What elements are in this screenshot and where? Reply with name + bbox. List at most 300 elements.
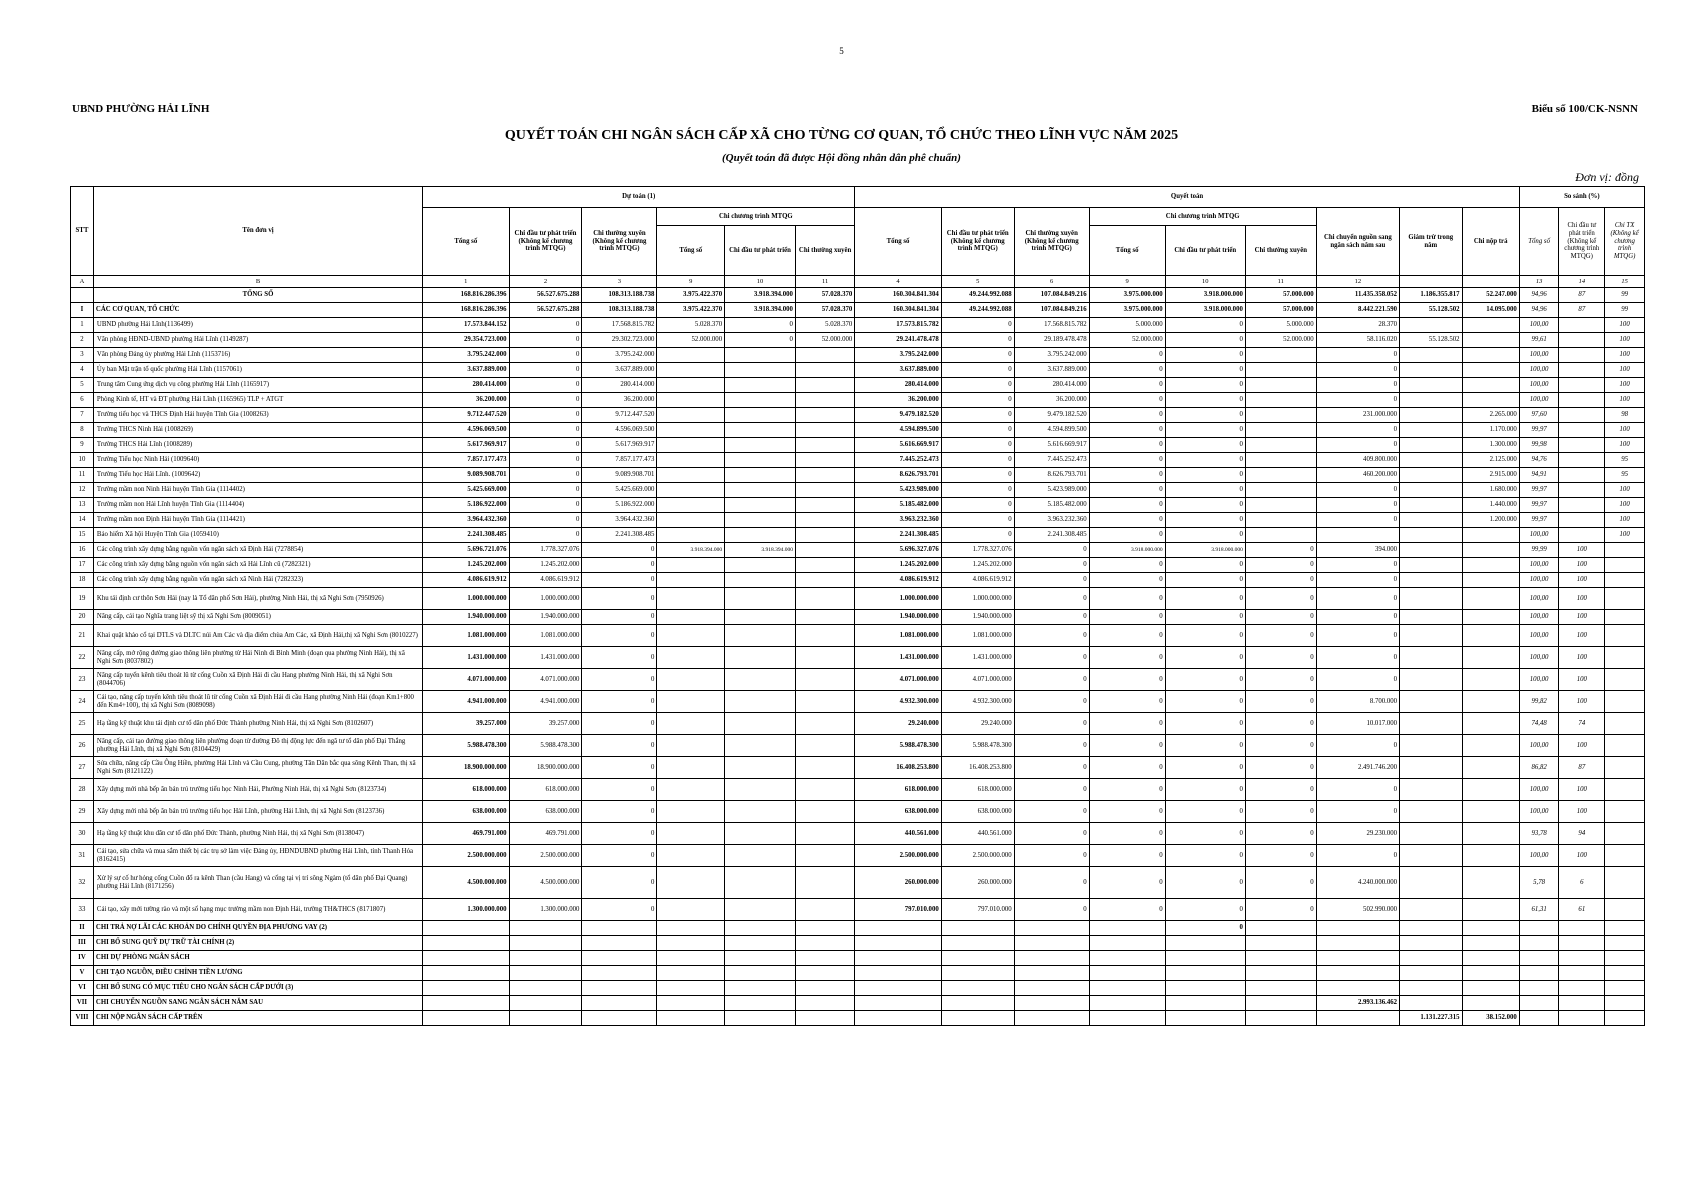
table-row [71, 669, 1645, 691]
cell-value: 0 [509, 333, 582, 348]
cell-unit-name: Trường THCS Ninh Hải (1008269) [93, 423, 422, 438]
cell-value: 3.918.000.000 [1165, 543, 1245, 558]
cell-value: 100,00 [1519, 779, 1559, 801]
cell-value [509, 921, 582, 936]
cell-value [1519, 951, 1559, 966]
cell-value: 1.778.327.076 [509, 543, 582, 558]
table-row [71, 393, 1645, 408]
cell-value [725, 408, 796, 423]
cell-value [941, 936, 1014, 951]
cell-value [423, 1011, 509, 1026]
cell-value [1519, 996, 1559, 1011]
cell-value: 0 [1014, 757, 1089, 779]
header-quyet-toan: Quyết toán [855, 187, 1520, 208]
cell-stt: 21 [71, 625, 94, 647]
cell-value: 5.696.327.076 [855, 543, 941, 558]
cell-value: 0 [1014, 647, 1089, 669]
cell-value: 3.918.000.000 [1165, 303, 1245, 318]
cell-value [855, 966, 941, 981]
cell-value: 61,31 [1519, 899, 1559, 921]
cell-value [1605, 981, 1645, 996]
cell-value [582, 1011, 657, 1026]
cell-value: 100,00 [1519, 735, 1559, 757]
cell-value: 100 [1605, 498, 1645, 513]
cell-value [1400, 625, 1462, 647]
cell-value [1462, 543, 1519, 558]
cell-value: 3.975.422.370 [657, 303, 725, 318]
cell-value: 0 [1245, 735, 1316, 757]
cell-value: 0 [582, 669, 657, 691]
header-qt-dtpt: Chi đầu tư phát triển (Không kể chương trình MTQG) [941, 208, 1014, 276]
cell-value [1462, 588, 1519, 610]
cell-value: 280.414.000 [1014, 378, 1089, 393]
cell-value: 8.626.793.701 [855, 468, 941, 483]
cell-value [1245, 966, 1316, 981]
cell-value: 0 [1165, 625, 1245, 647]
cell-value: 29.230.000 [1316, 823, 1399, 845]
table-row [71, 713, 1645, 735]
cell-value [725, 558, 796, 573]
cell-stt: 24 [71, 691, 94, 713]
cell-value: 0 [1316, 845, 1399, 867]
cell-value: 4.500.000.000 [423, 867, 509, 899]
cell-value: 0 [1089, 408, 1165, 423]
cell-value: 9.089.908.701 [423, 468, 509, 483]
cell-value [1462, 333, 1519, 348]
cell-stt: 9 [71, 438, 94, 453]
cell-value [1519, 1011, 1559, 1026]
cell-value [1462, 779, 1519, 801]
cell-stt: 27 [71, 757, 94, 779]
cell-value [582, 966, 657, 981]
table-row [71, 468, 1645, 483]
cell-value: 97,60 [1519, 408, 1559, 423]
cell-value: 0 [941, 483, 1014, 498]
cell-value: 3.918.000.000 [1089, 543, 1165, 558]
cell-value [795, 610, 854, 625]
cell-value [657, 438, 725, 453]
page-subtitle: (Quyết toán đã được Hội đồng nhân dân phê chuẩn) [722, 152, 961, 164]
cell-value: 0 [1165, 845, 1245, 867]
cell-value: 2.241.308.485 [855, 528, 941, 543]
cell-value: 99,97 [1519, 483, 1559, 498]
cell-value [1462, 669, 1519, 691]
cell-value [725, 669, 796, 691]
cell-stt: I [71, 303, 94, 318]
cell-value [657, 966, 725, 981]
cell-value: 52.000.000 [795, 333, 854, 348]
cell-value [1605, 625, 1645, 647]
cell-value [1014, 936, 1089, 951]
cell-value: 0 [509, 468, 582, 483]
table-row [71, 757, 1645, 779]
cell-value: 0 [1165, 669, 1245, 691]
cell-value [1559, 921, 1605, 936]
cell-value: 440.561.000 [941, 823, 1014, 845]
column-index-cell: 3 [582, 276, 657, 288]
cell-value: 49.244.992.088 [941, 303, 1014, 318]
cell-value: 100 [1605, 348, 1645, 363]
cell-value: 0 [1245, 610, 1316, 625]
header-dt-mtqg-tong: Tổng số [657, 226, 725, 276]
cell-value [423, 921, 509, 936]
column-index-cell: 2 [509, 276, 582, 288]
cell-value [1605, 899, 1645, 921]
cell-value [795, 513, 854, 528]
cell-value: 0 [1014, 669, 1089, 691]
cell-value: 1.431.000.000 [509, 647, 582, 669]
cell-value: 0 [1245, 867, 1316, 899]
cell-value [1165, 951, 1245, 966]
cell-stt: 20 [71, 610, 94, 625]
cell-value: 0 [1165, 610, 1245, 625]
cell-value [1245, 483, 1316, 498]
cell-value: 0 [1316, 483, 1399, 498]
cell-value [1089, 951, 1165, 966]
cell-value [795, 588, 854, 610]
cell-unit-name: CÁC CƠ QUAN, TỔ CHỨC [93, 303, 422, 318]
cell-value [1605, 543, 1645, 558]
column-index-cell: 11 [795, 276, 854, 288]
cell-value: 0 [1165, 573, 1245, 588]
cell-stt: 30 [71, 823, 94, 845]
cell-value [1316, 951, 1399, 966]
cell-value [1605, 691, 1645, 713]
cell-value: 618.000.000 [423, 779, 509, 801]
cell-value: 1.081.000.000 [855, 625, 941, 647]
cell-value [725, 713, 796, 735]
cell-value: 0 [1165, 867, 1245, 899]
cell-unit-name: Các công trình xây dựng bằng nguồn vốn ngân sách xã Định Hải (7278854) [93, 543, 422, 558]
cell-value [725, 513, 796, 528]
cell-value: 5.425.669.000 [582, 483, 657, 498]
cell-value: 0 [509, 528, 582, 543]
cell-value [795, 453, 854, 468]
cell-value [1559, 468, 1605, 483]
cell-unit-name: UBND phường Hải Lĩnh(1136499) [93, 318, 422, 333]
cell-value [1245, 996, 1316, 1011]
cell-value [509, 966, 582, 981]
cell-value: 1.440.000 [1462, 498, 1519, 513]
cell-value: 55.128.502 [1400, 303, 1462, 318]
cell-value: 52.000.000 [657, 333, 725, 348]
cell-value [1519, 936, 1559, 951]
cell-value [1605, 951, 1645, 966]
cell-value [1400, 348, 1462, 363]
cell-value [725, 981, 796, 996]
cell-value [1462, 378, 1519, 393]
cell-value [795, 647, 854, 669]
cell-stt: 22 [71, 647, 94, 669]
cell-value [657, 899, 725, 921]
cell-value: 638.000.000 [423, 801, 509, 823]
column-index-cell: 14 [1559, 276, 1605, 288]
cell-value [1400, 363, 1462, 378]
cell-value [1605, 735, 1645, 757]
table-row [71, 423, 1645, 438]
cell-value [725, 801, 796, 823]
cell-value [423, 951, 509, 966]
cell-unit-name: Bảo hiểm Xã hội Huyện Tĩnh Gia (1059410) [93, 528, 422, 543]
table-row [71, 528, 1645, 543]
cell-value: 0 [1089, 423, 1165, 438]
cell-value: 0 [941, 498, 1014, 513]
cell-value [1559, 348, 1605, 363]
header-qt-mtqg-dtpt: Chi đầu tư phát triển [1165, 226, 1245, 276]
table-row [71, 378, 1645, 393]
cell-value: 0 [941, 528, 1014, 543]
cell-stt: 12 [71, 483, 94, 498]
cell-value [1559, 996, 1605, 1011]
cell-value [1400, 951, 1462, 966]
cell-value [657, 423, 725, 438]
column-index-cell [1400, 276, 1462, 288]
cell-value: 100,00 [1519, 669, 1559, 691]
cell-value: 0 [582, 735, 657, 757]
cell-value: 100,00 [1519, 845, 1559, 867]
cell-value [423, 996, 509, 1011]
cell-value: 2.500.000.000 [509, 845, 582, 867]
cell-value: 0 [1165, 779, 1245, 801]
cell-unit-name: Nâng cấp, mở rộng đường giao thông liên phường từ Hải Ninh đi Bình Minh (đoạn qua phường Ninh Hải), thị xã Nghi Sơn (8037802) [93, 647, 422, 669]
cell-value [1605, 1011, 1645, 1026]
cell-stt: IV [71, 951, 94, 966]
cell-stt: 2 [71, 333, 94, 348]
currency-unit: Đơn vị: đồng [1575, 170, 1639, 184]
cell-value [795, 363, 854, 378]
cell-value: 0 [941, 393, 1014, 408]
cell-value [1089, 921, 1165, 936]
cell-value [725, 647, 796, 669]
cell-value: 0 [1165, 393, 1245, 408]
table-row [71, 303, 1645, 318]
cell-value: 0 [1089, 735, 1165, 757]
cell-value [1559, 423, 1605, 438]
cell-value: 17.573.844.152 [423, 318, 509, 333]
header-qt-mtqg-tong: Tổng số [1089, 226, 1165, 276]
cell-unit-name: CHI TRẢ NỢ LÃI CÁC KHOẢN DO CHÍNH QUYỀN ĐỊA PHƯƠNG VAY (2) [93, 921, 422, 936]
cell-unit-name: Xây dựng mới nhà bếp ăn bán trú trường tiểu học Hải Lĩnh, phường Hải Lĩnh, thị xã Nghi Sơn (8123736) [93, 801, 422, 823]
cell-unit-name: Trường Tiểu học Hải Lĩnh. (1009642) [93, 468, 422, 483]
cell-value [725, 588, 796, 610]
cell-value [795, 713, 854, 735]
header-dt-tx: Chi thường xuyên (Không kể chương trình MTQG) [582, 208, 657, 276]
cell-value: 0 [941, 333, 1014, 348]
cell-value [1605, 713, 1645, 735]
cell-value: 7.445.252.473 [855, 453, 941, 468]
cell-value: 100 [1559, 845, 1605, 867]
cell-value [1559, 318, 1605, 333]
cell-value: 1.300.000.000 [509, 899, 582, 921]
cell-value [657, 483, 725, 498]
table-row [71, 543, 1645, 558]
cell-value: 0 [1165, 735, 1245, 757]
cell-value: 0 [582, 691, 657, 713]
cell-value [1245, 363, 1316, 378]
cell-value [657, 669, 725, 691]
cell-value [1462, 966, 1519, 981]
header-unit-name: Tên đơn vị [93, 187, 422, 276]
cell-unit-name: CHI BỔ SUNG CÓ MỤC TIÊU CHO NGÂN SÁCH CẤP DƯỚI (3) [93, 981, 422, 996]
cell-value [657, 936, 725, 951]
cell-stt: 4 [71, 363, 94, 378]
cell-value: 0 [509, 513, 582, 528]
cell-value: 100 [1559, 647, 1605, 669]
header-dt-mtqg-tx: Chi thường xuyên [795, 226, 854, 276]
cell-value: 0 [582, 757, 657, 779]
cell-stt: 11 [71, 468, 94, 483]
cell-value: 1.000.000.000 [941, 588, 1014, 610]
cell-value: 3.975.000.000 [1089, 288, 1165, 303]
cell-value: 1.081.000.000 [423, 625, 509, 647]
cell-value: 57.000.000 [1245, 303, 1316, 318]
cell-value: 1.000.000.000 [509, 588, 582, 610]
cell-value: 3.964.432.360 [582, 513, 657, 528]
cell-unit-name: Sửa chữa, nâng cấp Cầu Ông Hiền, phường Hải Lĩnh và Cầu Cung, phường Tân Dân bắc qua sông Kênh Than, thị xã Nghi Sơn (8121122) [93, 757, 422, 779]
cell-value [1559, 483, 1605, 498]
cell-stt: 1 [71, 318, 94, 333]
cell-value: 0 [1089, 823, 1165, 845]
cell-value: 9.712.447.520 [423, 408, 509, 423]
cell-value: 1.200.000 [1462, 513, 1519, 528]
cell-value: 7.857.177.473 [582, 453, 657, 468]
cell-value [1462, 647, 1519, 669]
cell-value: 61 [1559, 899, 1605, 921]
table-row [71, 363, 1645, 378]
cell-value: 618.000.000 [941, 779, 1014, 801]
cell-value: 0 [509, 408, 582, 423]
cell-value: 0 [1165, 757, 1245, 779]
cell-value [1519, 966, 1559, 981]
cell-value [1462, 899, 1519, 921]
cell-value [1400, 801, 1462, 823]
cell-value: 74 [1559, 713, 1605, 735]
cell-value: 5.696.721.076 [423, 543, 509, 558]
table-row [71, 801, 1645, 823]
cell-value [1245, 528, 1316, 543]
cell-value: 58.116.020 [1316, 333, 1399, 348]
cell-value: 0 [509, 393, 582, 408]
cell-value: 9.479.182.520 [1014, 408, 1089, 423]
cell-value: 5.988.478.300 [855, 735, 941, 757]
header-chuyen-nguon: Chi chuyển nguồn sang ngân sách năm sau [1316, 208, 1399, 276]
column-index-cell: 10 [1165, 276, 1245, 288]
cell-value [1462, 936, 1519, 951]
cell-value: 0 [1165, 528, 1245, 543]
cell-value: 100 [1559, 691, 1605, 713]
cell-value [725, 498, 796, 513]
cell-value: 0 [1089, 573, 1165, 588]
table-row [71, 453, 1645, 468]
table-row [71, 899, 1645, 921]
cell-value [1165, 966, 1245, 981]
header-nop-tra: Chi nộp trả [1462, 208, 1519, 276]
cell-value: 4.932.300.000 [855, 691, 941, 713]
cell-value: 0 [1089, 625, 1165, 647]
cell-value: 100 [1559, 669, 1605, 691]
table-row [71, 921, 1645, 936]
cell-value: 100,00 [1519, 588, 1559, 610]
cell-value: 36.200.000 [582, 393, 657, 408]
cell-value: 17.568.815.782 [582, 318, 657, 333]
cell-value: 86,82 [1519, 757, 1559, 779]
cell-stt: 29 [71, 801, 94, 823]
cell-value: 1.186.355.817 [1400, 288, 1462, 303]
cell-value: 107.084.849.216 [1014, 288, 1089, 303]
cell-value [1400, 393, 1462, 408]
cell-value: 0 [1245, 845, 1316, 867]
cell-value: 0 [1316, 363, 1399, 378]
cell-value: 1.131.227.315 [1400, 1011, 1462, 1026]
cell-value: 0 [509, 318, 582, 333]
cell-value: 100 [1559, 610, 1605, 625]
cell-value [725, 966, 796, 981]
cell-value [657, 453, 725, 468]
cell-value [795, 735, 854, 757]
header-so-sanh: So sánh (%) [1519, 187, 1644, 208]
cell-value [1462, 363, 1519, 378]
cell-value [423, 936, 509, 951]
cell-value [1462, 691, 1519, 713]
cell-value: 8.626.793.701 [1014, 468, 1089, 483]
cell-value: 4.500.000.000 [509, 867, 582, 899]
cell-value [795, 528, 854, 543]
cell-stt: 32 [71, 867, 94, 899]
cell-value: 11.435.358.052 [1316, 288, 1399, 303]
cell-unit-name: Khai quật khảo cổ tại DTLS và DLTC núi Am Các và địa điểm chùa Am Các, xã Định Hải,thị xã Nghi Sơn (8010227) [93, 625, 422, 647]
cell-value [1400, 996, 1462, 1011]
cell-value: 100,00 [1519, 363, 1559, 378]
cell-value: 5.988.478.300 [941, 735, 1014, 757]
cell-unit-name: Ủy ban Mặt trận tổ quốc phường Hải Lĩnh (1157061) [93, 363, 422, 378]
table-row [71, 996, 1645, 1011]
header-ss-dtpt: Chi đầu tư phát triển (Không kể chương trình MTQG) [1559, 208, 1605, 276]
cell-value: 8.700.000 [1316, 691, 1399, 713]
cell-value: 18.900.000.000 [509, 757, 582, 779]
cell-value: 18.900.000.000 [423, 757, 509, 779]
header-ss-tx: Chi TX (Không kể chương trình MTQG) [1605, 208, 1645, 276]
cell-unit-name: Trường tiểu học và THCS Định Hải huyện Tĩnh Gia (1008263) [93, 408, 422, 423]
cell-value [1400, 921, 1462, 936]
cell-value: 0 [1089, 468, 1165, 483]
cell-value: 100,00 [1519, 801, 1559, 823]
cell-value [1165, 981, 1245, 996]
cell-unit-name: Nâng cấp, cải tạo Nghĩa trang liệt sỹ thị xã Nghi Sơn (8009051) [93, 610, 422, 625]
cell-value: 280.414.000 [855, 378, 941, 393]
cell-value [1014, 921, 1089, 936]
cell-value: 168.816.286.396 [423, 288, 509, 303]
cell-value: 638.000.000 [855, 801, 941, 823]
cell-value: 100 [1605, 318, 1645, 333]
cell-value [1605, 996, 1645, 1011]
cell-value [1559, 936, 1605, 951]
cell-value: 0 [1014, 588, 1089, 610]
cell-value: 94,96 [1519, 288, 1559, 303]
cell-value [1559, 408, 1605, 423]
cell-stt: 10 [71, 453, 94, 468]
cell-value: 0 [1316, 438, 1399, 453]
cell-value: 16.408.253.800 [855, 757, 941, 779]
cell-value [657, 610, 725, 625]
table-row [71, 573, 1645, 588]
cell-value: 0 [1089, 513, 1165, 528]
cell-value: 0 [725, 333, 796, 348]
cell-value: 0 [1014, 735, 1089, 757]
table-row [71, 936, 1645, 951]
cell-value [1462, 558, 1519, 573]
table-row [71, 558, 1645, 573]
cell-value: 260.000.000 [855, 867, 941, 899]
